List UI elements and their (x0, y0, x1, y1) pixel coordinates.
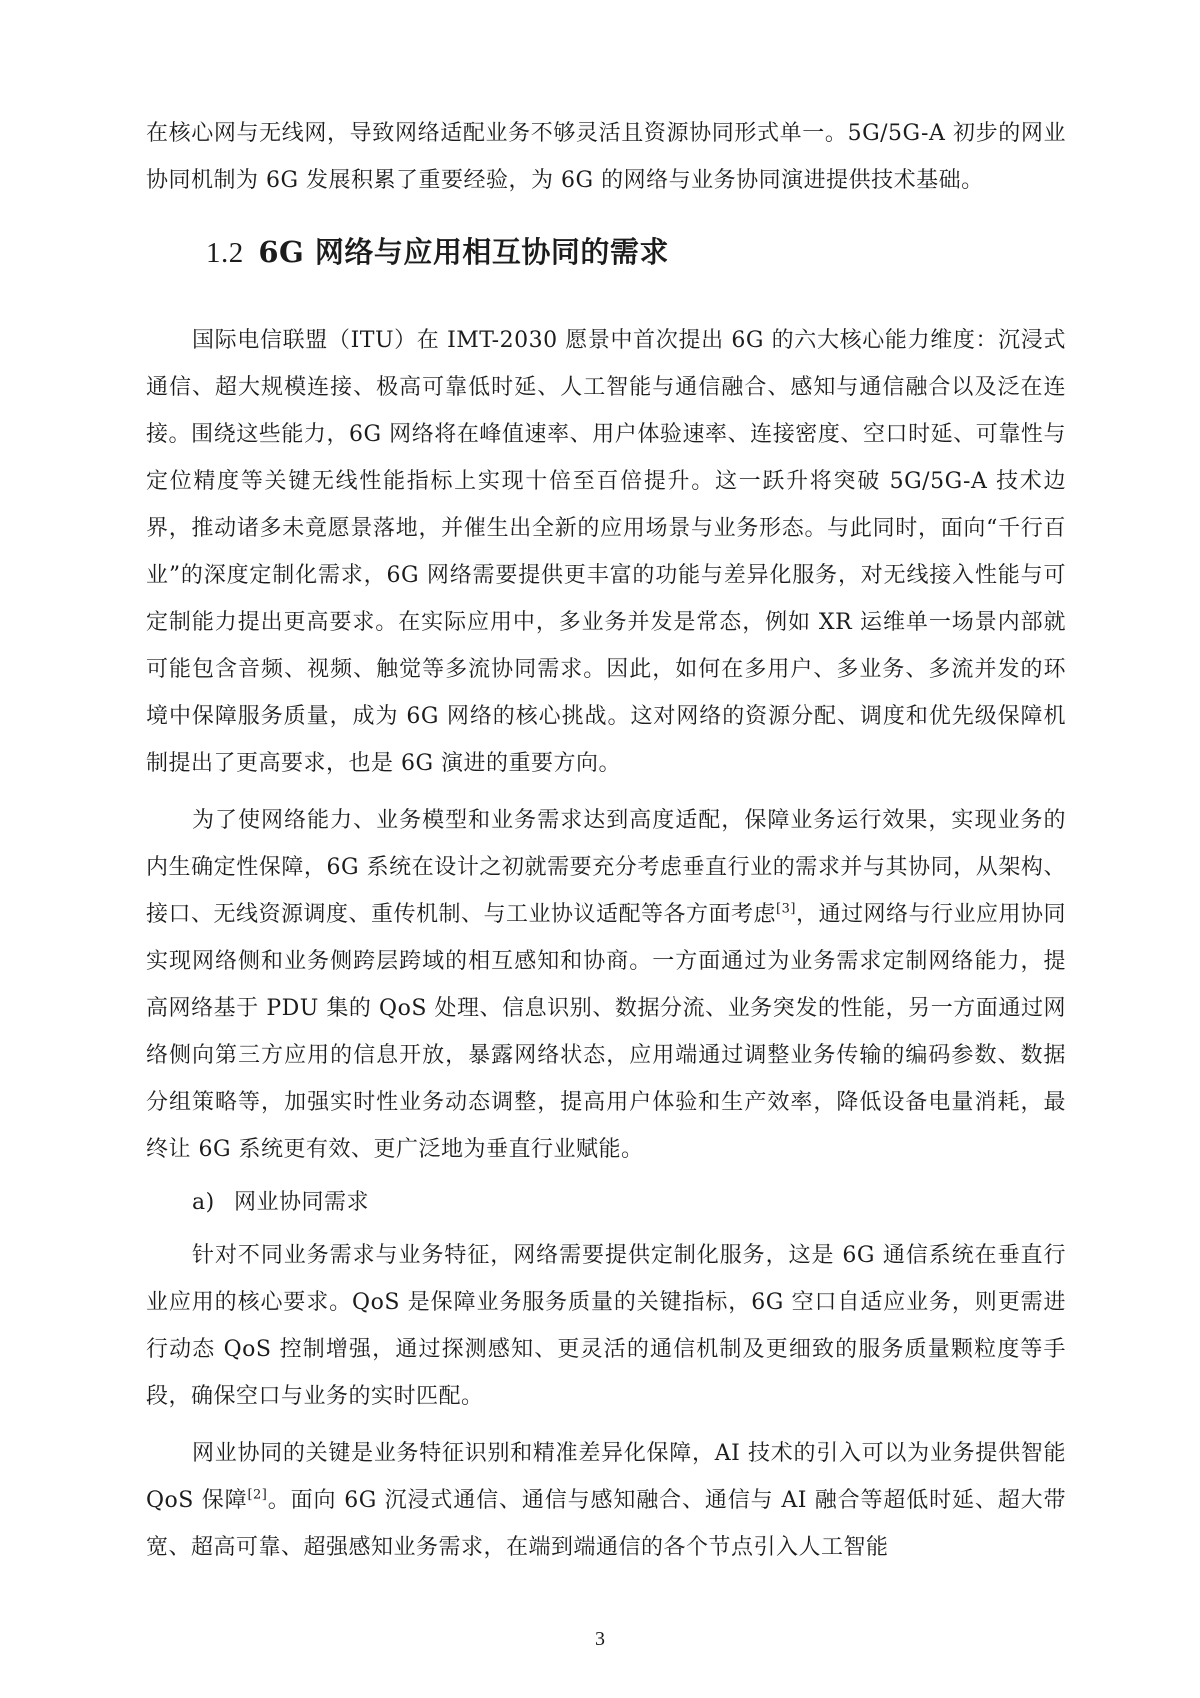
section-number: 1.2 (206, 237, 244, 269)
citation-ref: [2] (247, 1487, 268, 1503)
paragraph-text: 网业协同的关键是业务特征识别和精准差异化保障，AI 技术的引入可以为业务提供智能 QoS 保障 (146, 1441, 1066, 1513)
paragraph-text: 。面向 6G 沉浸式通信、通信与感知融合、通信与 AI 融合等超低时延、超大带宽、超高可靠、超强感知业务需求，在端到端通信的各个节点引入人工智能 (146, 1488, 1066, 1560)
paragraph-text: 为了使网络能力、业务模型和业务需求达到高度适配，保障业务运行效果，实现业务的内生确定性保障，6G 系统在设计之初就需要充分考虑垂直行业的需求并与其协同，从架构、接口、无线资源调度、重传机制、与工业协议适配等各方面考虑 (146, 808, 1066, 927)
subsection-item (146, 1179, 1066, 1226)
paragraph-qos-requirements: 针对不同业务需求与业务特征，网络需要提供定制化服务，这是 6G 通信系统在垂直行业应用的核心要求。QoS 是保障业务服务质量的关键指标，6G 空口自适应业务，则更需进行动态 QoS 控制增强，通过探测感知、更灵活的通信机制及更细致的服务质量颗粒度等手段，确保空口与业务的实时匹配。 (146, 1243, 1066, 1409)
subsection-marker: a) (192, 1190, 215, 1215)
paragraph-itu-vision: 国际电信联盟（ITU）在 IMT-2030 愿景中首次提出 6G 的六大核心能力维度：沉浸式通信、超大规模连接、极高可靠低时延、人工智能与通信融合、感知与通信融合以及泛在连接。围绕这些能力，6G 网络将在峰值速率、用户体验速率、连接密度、空口时延、可靠性与定位精度等关键无线性能指标上实现十倍至百倍提升。这一跃升将突破 5G/5G-A 技术边界，推动诸多未竟愿景落地，并催生出全新的应用场景与业务形态。与此同时，面向“千行百业”的深度定制化需求，6G 网络需要提供更丰富的功能与差异化服务，对无线接入性能与可定制能力提出更高要求。在实际应用中，多业务并发是常态，例如 XR 运维单一场景内部就可能包含音频、视频、触觉等多流协同需求。因此，如何在多用户、多业务、多流并发的环境中保障服务质量，成为 6G 网络的核心挑战。这对网络的资源分配、调度和优先级保障机制提出了更高要求，也是 6G 演进的重要方向。 (146, 328, 1066, 776)
section-title: 6G 网络与应用相互协同的需求 (258, 235, 669, 269)
intro-paragraph: 在核心网与无线网，导致网络适配业务不够灵活且资源协同形式单一。5G/5G-A 初步的网业协同机制为 6G 发展积累了重要经验，为 6G 的网络与业务协同演进提供技术基础。 (146, 121, 1066, 193)
page-content (146, 110, 1066, 1571)
citation-ref: [3] (776, 901, 796, 917)
page-number: 3 (595, 1628, 605, 1650)
paragraph-ai-qos (146, 1430, 1066, 1571)
section-heading (146, 232, 1066, 273)
paragraph-vertical-industry (146, 797, 1066, 1173)
paragraph-text: ，通过网络与行业应用协同实现网络侧和业务侧跨层跨域的相互感知和协商。一方面通过为业务需求定制网络能力，提高网络基于 PDU 集的 QoS 处理、信息识别、数据分流、业务突发的性能，另一方面通过网络侧向第三方应用的信息开放，暴露网络状态，应用端通过调整业务传输的编码参数、数据分组策略等，加强实时性业务动态调整，提高用户体验和生产效率，降低设备电量消耗，最终让 6G 系统更有效、更广泛地为垂直行业赋能。 (146, 902, 1066, 1162)
subsection-label: 网业协同需求 (234, 1190, 370, 1215)
